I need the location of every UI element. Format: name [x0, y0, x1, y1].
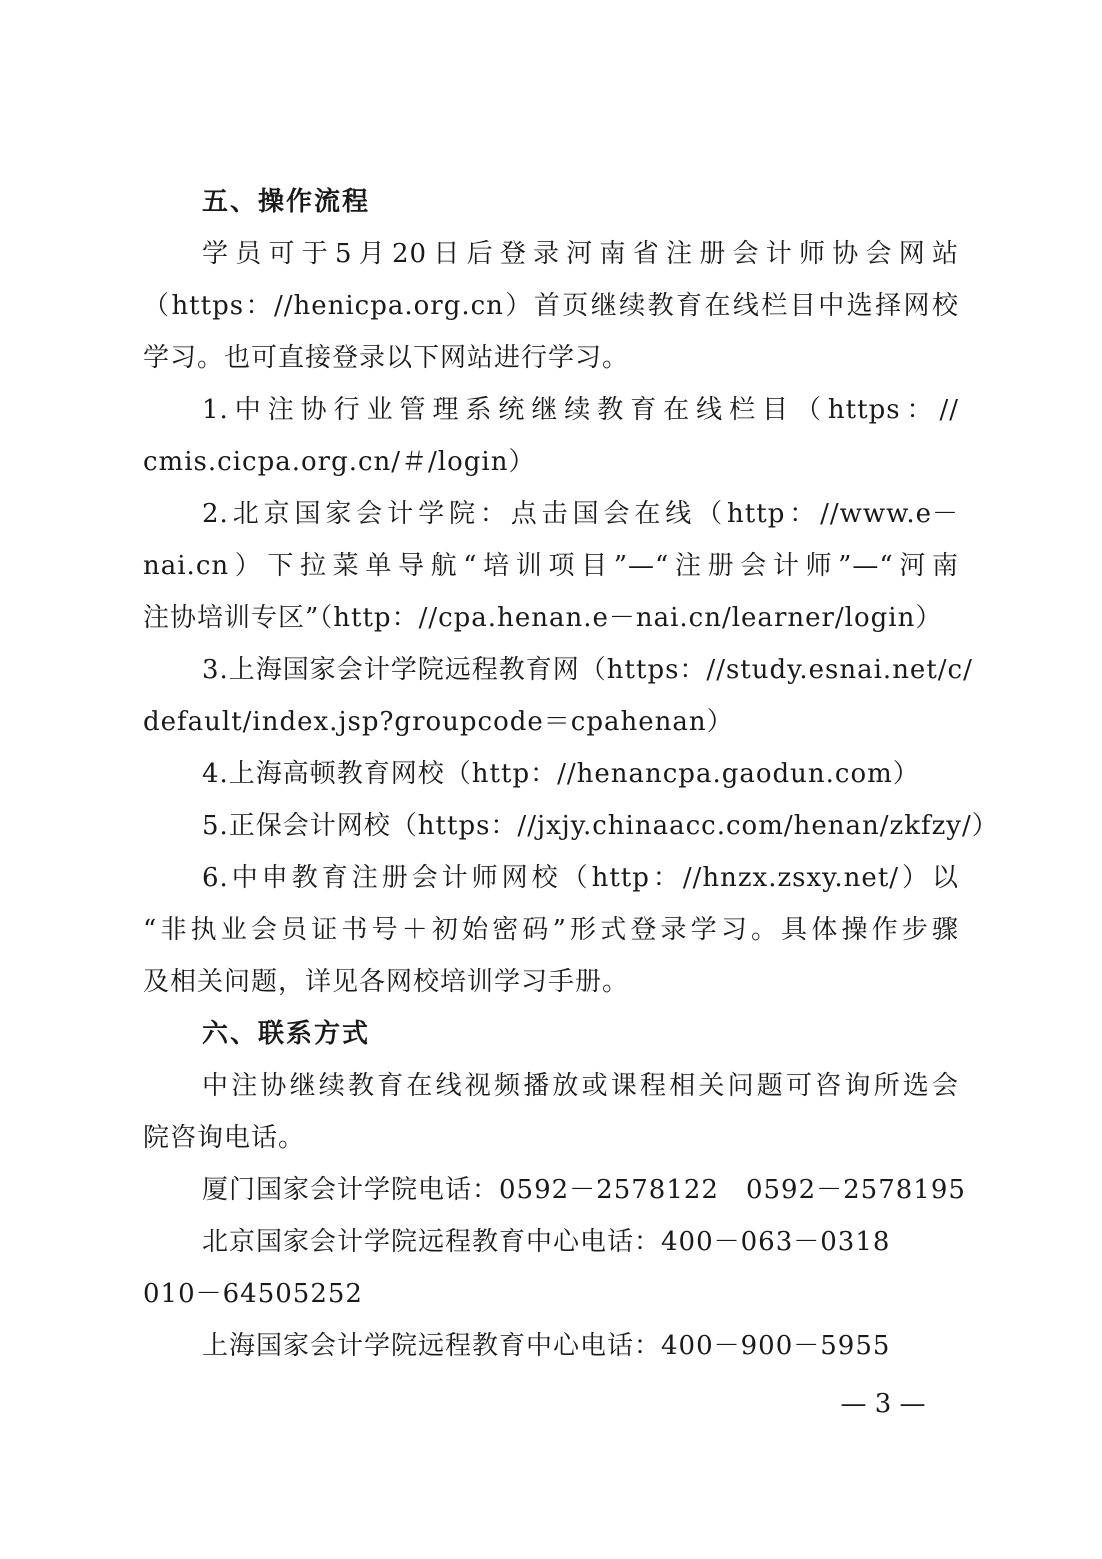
paragraph-line: 2.北京国家会计学院：点击国会在线（http：//www.e－	[202, 499, 959, 529]
section-heading-operation-process: 五、操作流程	[202, 187, 371, 217]
contact-intro-paragraph	[143, 1060, 959, 1164]
paragraph-line: cmis.cicpa.org.cn/＃/login）	[143, 447, 536, 477]
paragraph-line: 1.中注协行业管理系统继续教育在线栏目（https：//	[202, 395, 959, 425]
paragraph-line: 6.中申教育注册会计师网校（http：//hnzx.zsxy.net/）以	[202, 863, 959, 893]
list-item-beijing-nai	[143, 488, 959, 644]
paragraph-line: 学习。也可直接登录以下网站进行学习。	[143, 343, 630, 373]
paragraph-line: 学员可于5月20日后登录河南省注册会计师协会网站	[202, 239, 959, 269]
paragraph-line: 及相关问题，详见各网校培训学习手册。	[143, 967, 630, 997]
list-item-cicpa	[143, 384, 959, 488]
list-item-zhongshen	[143, 852, 959, 1008]
contact-shanghai-phone: 上海国家会计学院远程教育中心电话：400－900－5955	[202, 1331, 891, 1361]
paragraph-line: 院咨询电话。	[143, 1123, 306, 1153]
contact-xiamen-phone: 厦门国家会计学院电话：0592－2578122 0592－2578195	[202, 1175, 966, 1205]
paragraph-line: 北京国家会计学院远程教育中心电话：400－063－0318	[202, 1227, 891, 1257]
list-item-shanghai-nai	[143, 644, 973, 748]
document-body	[143, 176, 999, 1372]
section-heading-contact: 六、联系方式	[202, 1019, 371, 1049]
paragraph-line: 注协培训专区”（http：//cpa.henan.e－nai.cn/learner/login）	[143, 603, 943, 633]
paragraph-line: 中注协继续教育在线视频播放或课程相关问题可咨询所选会	[202, 1071, 959, 1101]
list-item-chinaacc: 5.正保会计网校（https：//jxjy.chinaacc.com/henan/zkfzy/）	[202, 811, 999, 841]
list-item-gaodun: 4.上海高顿教育网校（http：//henancpa.gaodun.com）	[202, 759, 920, 789]
paragraph-line: 3.上海国家会计学院远程教育网（https：//study.esnai.net/c/	[202, 655, 973, 685]
paragraph-line: （https：//henicpa.org.cn）首页继续教育在线栏目中选择网校	[143, 291, 959, 321]
page-number: — 3 —	[840, 1389, 926, 1419]
operation-intro-paragraph	[143, 228, 959, 384]
paragraph-line: default/index.jsp?groupcode＝cpahenan）	[143, 707, 734, 737]
contact-beijing-phone	[143, 1216, 959, 1320]
paragraph-line: nai.cn）下拉菜单导航“培训项目”—“注册会计师”—“河南	[143, 551, 959, 581]
paragraph-line: “非执业会员证书号＋初始密码”形式登录学习。具体操作步骤	[143, 915, 959, 945]
paragraph-line: 010－64505252	[143, 1279, 363, 1309]
